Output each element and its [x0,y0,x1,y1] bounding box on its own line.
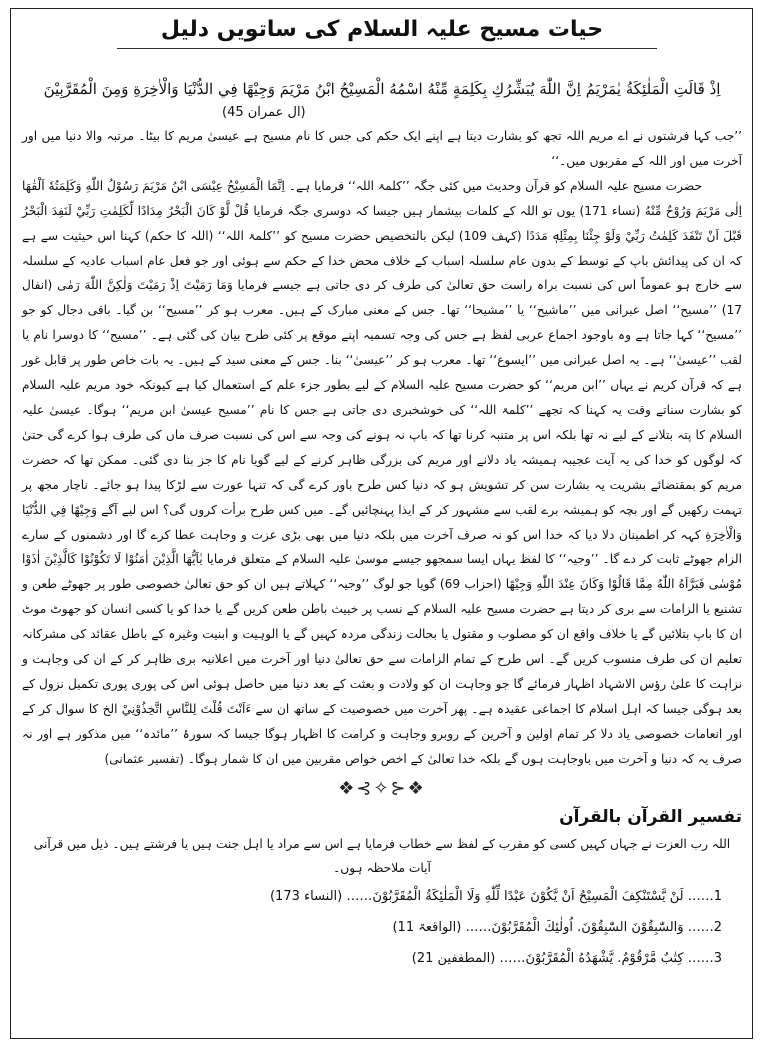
item-number: 3 [713,951,722,967]
title-underline [117,48,657,49]
verse-list [22,881,742,974]
item-number: 1 [713,889,722,905]
item-verse: كِتٰبٌ مَّرْقُوْمٌ. يَّشْهَدُهُ الْمُقَرَّبُوْنَ [525,951,684,967]
page-title: حیات مسیح علیہ السلام کی ساتویں دلیل [160,17,604,42]
item-verse: لَنْ يَّسْتَنْكِفَ الْمَسِيْحُ اَنْ يَّكُوْنَ عَبْدًا لِّلّٰهِ وَلَا الْمَلٰئِكَةُ الْمُقَرَّبُوْنَ [372,889,684,905]
item-verse: وَالسّٰبِقُوْنَ السّٰبِقُوْنَ. اُولٰئِكَ الْمُقَرَّبُوْنَ [491,920,684,936]
document-page [22,12,742,1037]
section-heading: تفسیر القرآن بالقرآن [559,806,742,827]
item-reference: (النساء 173) [269,889,343,905]
ornament-divider: ❖⊰✧⊱❖ [338,777,426,799]
section-intro: اللہ رب العزت نے جہاں کہیں کسی کو مقرب کے لفظ سے خطاب فرمایا ہے اس سے مراد یا اہل جنت ہیں یا فرشتے ہیں۔ ذیل میں قرآنی آیات ملاحظہ ہوں۔ [33,836,731,876]
list-item: 3…… كِتٰبٌ مَّرْقُوْمٌ. يَّشْهَدُهُ الْمُقَرَّبُوْنَ…… (المطففین 21) [411,951,722,967]
item-number: 2 [713,920,722,936]
item-reference: (الواقعۃ 11) [392,920,462,936]
list-item: 1…… لَنْ يَّسْتَنْكِفَ الْمَسِيْحُ اَنْ يَّكُوْنَ عَبْدًا لِّلّٰهِ وَلَا الْمَلٰئِكَةُ الْمُقَرَّبُوْنَ…… (النساء 173) [269,889,722,905]
item-reference: (المطففین 21) [411,951,496,967]
tafsir-paragraph: حضرت مسیح علیہ السلام کو قرآن وحدیث میں کئی جگہ ’’کلمۃ اللہ‘‘ فرمایا ہے۔ اِنَّمَا الْمَسِيْحُ عِيْسَى ابْنُ مَرْيَمَ رَسُوْلُ اللّٰهِ وَكَلِمَتُهٗ اَلْقٰهَا اِلٰى مَرْيَمَ وَرُوْحٌ مِّنْهُ (نساء 171) یوں تو اللہ کے کلمات بیشمار ہیں جیسا کہ دوسری جگہ فرمایا قُلْ لَّوْ كَانَ الْبَحْرُ مِدَادًا لِّكَلِمٰتِ رَبِّيْ لَنَفِدَ الْبَحْرُ قَبْلَ اَنْ تَنْفَدَ كَلِمٰتُ رَبِّيْ وَلَوْ جِئْنَا بِمِثْلِهٖ مَدَدًا (کہف 109) لیکن بالتخصیص حضرت مسیح کو ’’کلمۃ اللہ‘‘ (اللہ کا حکم) کہنا اس حیثیت سے ہے کہ ان کی پیدائش باپ کے توسط کے بدون عام سلسلہ اسباب کے خلاف محض خدا کے حکم سے ہوئی اور جو فعل عام اسباب عادیہ کے سلسلہ سے خارج ہو عموماً اس کی نسبت براہ راست حق تعالیٰ کی طرف کر دی جاتی ہے جیسے فرمایا وَمَا رَمَيْتَ اِذْ رَمَيْتَ وَلٰكِنَّ اللّٰهَ رَمٰى (انفال 17) ’’مسیح‘‘ اصل عبرانی میں ’’ماشیح‘‘ یا ’’مشیحا‘‘ تھا۔ جس کے معنی مبارک کے ہیں۔ معرب ہو کر ’’مسیح‘‘ بن گیا۔ باقی دجال کو جو ’’مسیح‘‘ کہا جاتا ہے وہ باوجود اجماع عربی لفظ ہے جس کی وجہ تسمیہ اپنے موقع پر کئی طرح بیان کی گئی ہے۔ ’’مسیح‘‘ کا دوسرا نام یا لقب ’’عیسیٰ‘‘ ہے۔ یہ اصل عبرانی میں ’’ایسوع‘‘ تھا۔ معرب ہو کر ’’عیسیٰ‘‘ بنا۔ جس کے معنی سید کے ہیں۔ یہ بات خاص طور پر قابل غور ہے کہ قرآن کریم نے یہاں ’’ابن مریم‘‘ کو حضرت مسیح علیہ السلام کے لیے بطور جزء علم کے استعمال کیا ہے کیونکہ خود مریم علیہ السلام کو بشارت سناتے وقت یہ کہنا کہ تجھے ’’کلمۃ اللہ‘‘ کی خوشخبری دی جاتی ہے جس کا نام ’’مسیح عیسیٰ ابن مریم‘‘ ہوگا۔ عیسیٰ علیہ السلام کا پتہ بتلانے کے لیے نہ تھا بلکہ اس پر متنبہ کرنا تھا کہ باپ نہ ہونے کی وجہ سے اس کی نسبت صرف ماں کی طرف ہوا کرے گی حتیٰ کہ لوگوں کو خدا کی یہ آیت عجیبہ ہمیشہ یاد دلانے اور مریم کی بزرگی ظاہر کرنے کے لیے گویا نام کا جز بنا دی گئی۔ ممکن تھا کہ حضرت مریم کو بمقتضائے بشریت یہ بشارت سن کر تشویش ہو کہ دنیا کس طرح باور کرے گی کہ تنہا عورت سے لڑکا پیدا ہو جائے۔ ناچار مجھ پر تہمت رکھیں گے اور بچہ کو ہمیشہ برے لقب سے مشہور کر کے ایذا پہنچائیں گے۔ میں کس طرح برأت کروں گی؟ اس لیے آگے وَجِيْهًا فِي الدُّنْيَا وَالْاٰخِرَةِ کہہ کر اطمینان دلا دیا کہ خدا اس کو نہ صرف آخرت میں بلکہ دنیا میں بھی بڑی عزت و وجاہت عطا کرے گا اور دشمنوں کے سارے الزام جھوٹے ثابت کر دے گا۔ ’’وجیہ‘‘ کا لفظ یہاں ایسا سمجھو جیسے موسیٰ علیہ السلام کے متعلق فرمایا يٰاَيُّهَا الَّذِيْنَ اٰمَنُوْا لَا تَكُوْنُوْا كَالَّذِيْنَ اٰذَوْا مُوْسٰى فَبَرَّاَهُ اللّٰهُ مِمَّا قَالُوْا وَكَانَ عِنْدَ اللّٰهِ وَجِيْهًا (احزاب 69) گویا جو لوگ ’’وجیہ‘‘ کہلاتے ہیں ان کو حق تعالیٰ خصوصی طور پر جھوٹے طعن و تشنیع یا الزامات سے بری کر دیتا ہے حضرت مسیح علیہ السلام کے نسب پر خبیث باطن طعن کریں گے یا خدا کو یا کسی انسان کو جھوٹ موٹ ان کا باپ بتلائیں گے یا خلاف واقع ان کو مصلوب و مقتول یا بحالت زندگی مردہ کہیں گے یا الوہیت و ابنیت وغیرہ کے باطل عقائد کی مشرکانہ تعلیم ان کی طرف منسوب کریں گے۔ اس طرح کے تمام الزامات سے حق تعالیٰ دنیا اور آخرت میں اعلانیہ بری ظاہر کر کے ان کی وجاہت و نزاہت کا علیٰ رؤس الاشہاد اظہار فرمائے گا جو وجاہت ان کو ولادت و بعثت کے بعد دنیا میں حاصل ہوئی اس کی پوری پوری تکمیل نزول کے بعد ہوگی جیسا کہ اہل اسلام کا اجماعی عقیدہ ہے۔ پھر آخرت میں خصوصیت کے ساتھ ان سے ءَاَنْتَ قُلْتَ لِلنَّاسِ اتَّخِذُوْنِيْ الخ کا سوال کر کے اور انعامات خصوصی یاد دلا کر تمام اولین و آخرین کے روبرو وجاہت و کرامت کا اظہار ہوگا جیسا کہ سورۂ ’’مائدہ‘‘ میں مذکور ہے اور نہ صرف یہ کہ دنیا و آخرت میں باوجاہت ہوں گے بلکہ خدا تعالیٰ کے اخص خواص مقربین میں ان کا شمار ہوگا۔ (تفسیر عثمانی) [22,178,742,766]
quran-verse: اِذْ قَالَتِ الْمَلٰئِكَةُ يٰمَرْيَمُ اِنَّ اللّٰهَ يُبَشِّرُكِ بِكَلِمَةٍ مِّنْهُ اسْمُهُ الْمَسِيْحُ ابْنُ مَرْيَمَ وَجِيْهًا فِي الدُّنْيَا وَالْاٰخِرَةِ وَمِنَ الْمُقَرَّبِيْنَ [43,80,721,98]
verse-translation: ’’جب کہا فرشتوں نے اے مریم اللہ تجھ کو بشارت دیتا ہے اپنے ایک حکم کی جس کا نام مسیح ہے عیسیٰ مریم کا بیٹا۔ مرتبہ والا دنیا میں اور آخرت میں اور اللہ کے مقربوں میں۔‘‘ [22,129,742,168]
verse-reference: (ال عمران 45) [222,105,306,120]
list-item: 2…… وَالسّٰبِقُوْنَ السّٰبِقُوْنَ. اُولٰئِكَ الْمُقَرَّبُوْنَ…… (الواقعۃ 11) [392,920,722,936]
